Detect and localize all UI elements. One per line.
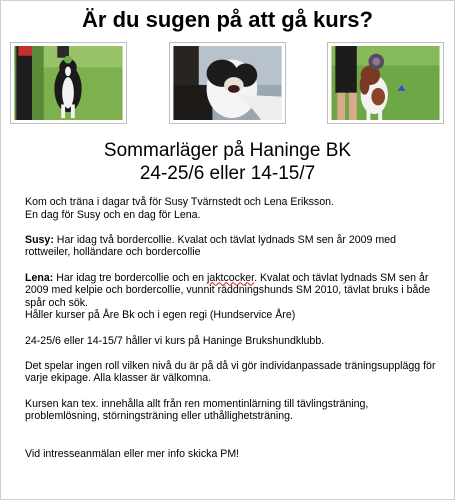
lena-text-before: Har idag tre bordercollie och en (53, 271, 207, 284)
border-collie-photo-icon (14, 46, 123, 120)
intro-line-1: Kom och träna i dagar två för Susy Tvärnstedt och Lena Eriksson. (25, 196, 334, 208)
lena-courses-line: Håller kurser på Åre Bk och i egen regi (Hundservice Åre) (25, 309, 296, 322)
dog-photo-2 (169, 42, 286, 124)
dates-line: 24-25/6 eller 14-15/7 håller vi kurs på Haninge Brukshundklubb. (25, 334, 325, 347)
body-text (25, 196, 443, 460)
susy-text: Har idag två bordercollie. Kvalat och tävlat lydnads SM sen år 2009 med rottweiler, holländare och bordercollie (25, 233, 396, 259)
intro-line-2: En dag för Susy och en dag för Lena. (25, 208, 201, 221)
lena-name: Lena: (25, 271, 54, 284)
subtitle-line-2: 24-25/6 eller 14-15/7 (139, 163, 316, 184)
collie-jumping-photo-icon (173, 46, 282, 120)
lena-spell-word: jaktcocker (206, 271, 255, 284)
dog-photo-1 (10, 42, 127, 124)
susy-name: Susy: (25, 233, 54, 246)
subtitle-line-1: Sommarläger på Haninge BK (103, 140, 352, 161)
level-paragraph: Det spelar ingen roll vilken nivå du är på då vi gör individanpassade träningsupplägg för varje ekipage. Alla klasser är välkomna. (25, 359, 436, 385)
lena-paragraph (25, 272, 443, 310)
lena-text-after: . Kvalat och tävlat lydnads SM sen år 2009 med kelpie och bordercollie, vunnit räddningshunds SM 2010, tävlat bruks i både spår och sök. (25, 271, 431, 309)
dog-photo-3 (327, 42, 444, 124)
cta-line: Vid intresseanmälan eller mer info skicka PM! (25, 447, 240, 460)
susy-paragraph (25, 234, 443, 259)
springer-spaniel-photo-icon (331, 46, 440, 120)
content-paragraph: Kursen kan tex. innehålla allt från ren momentinlärning till tävlingsträning, problemlösning, störningsträning eller uthållighetsträning. (25, 397, 369, 423)
headline: Är du sugen på att gå kurs? (82, 7, 373, 32)
